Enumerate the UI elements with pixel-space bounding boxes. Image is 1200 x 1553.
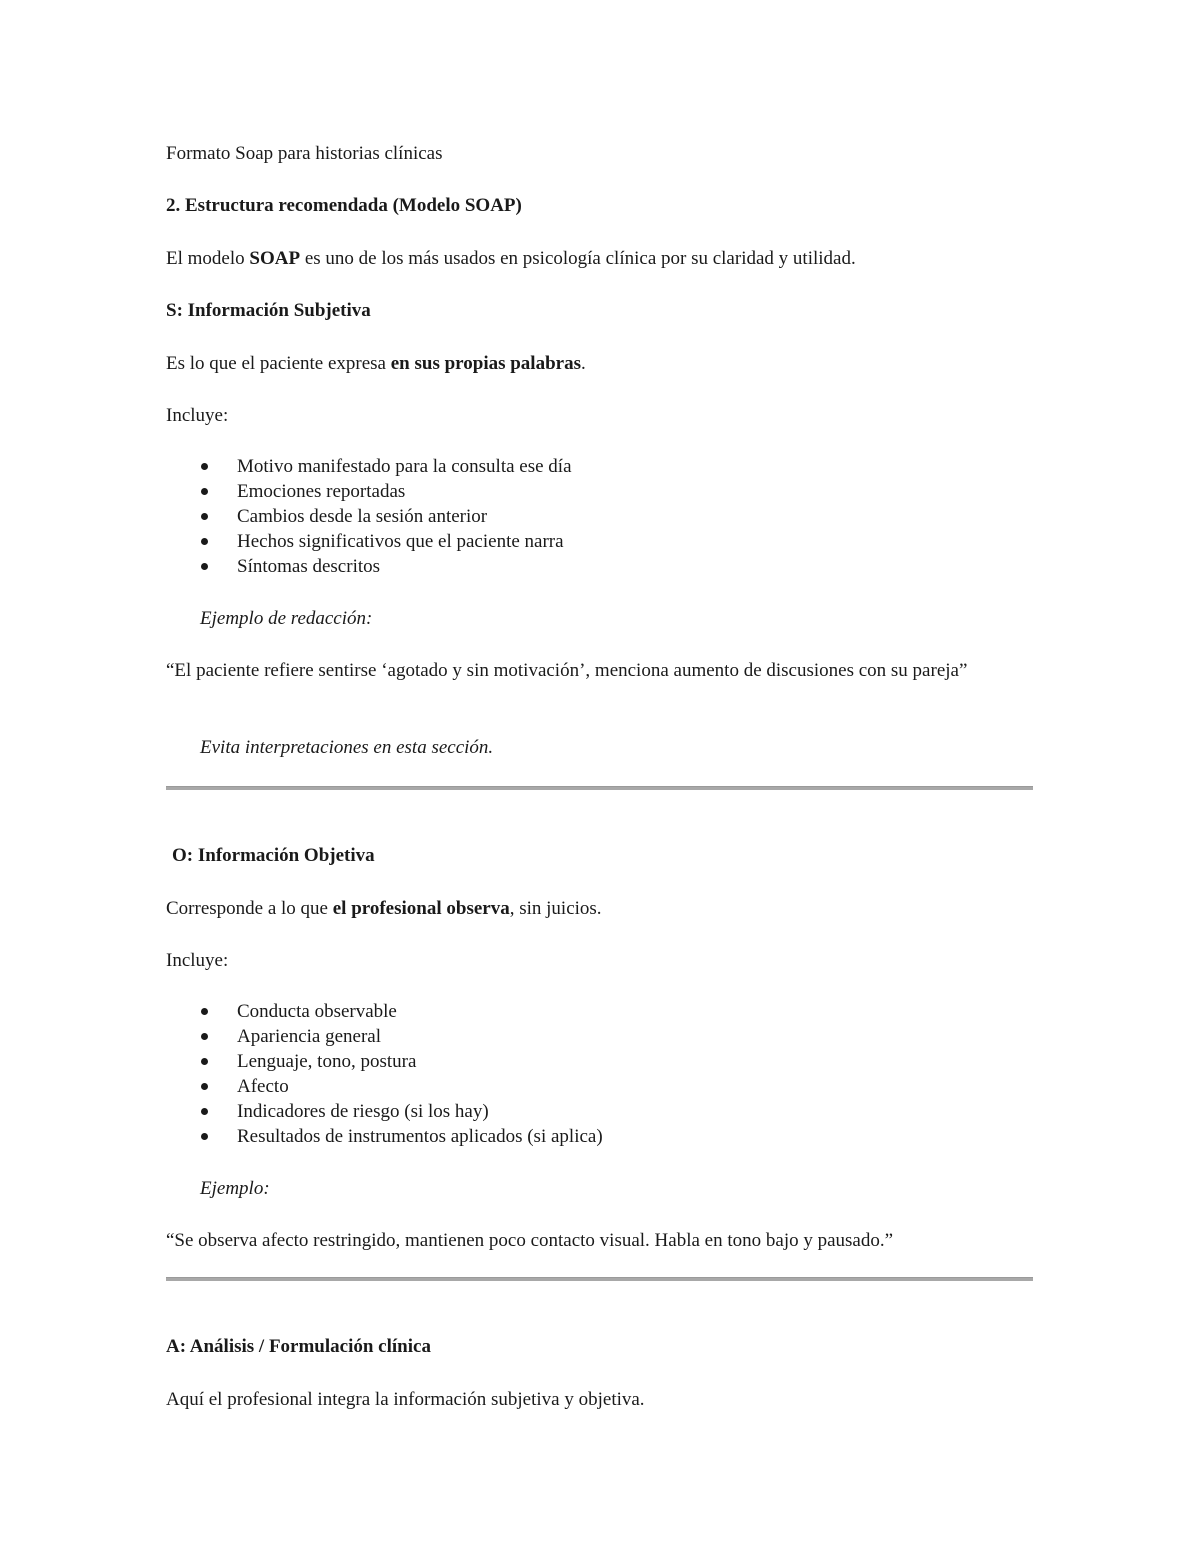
list-item <box>166 1124 603 1149</box>
intro-text-post: es uno de los más usados en psicología clínica por su claridad y utilidad. <box>300 248 856 269</box>
bullet-icon <box>201 488 208 495</box>
list-item-text: Apariencia general <box>237 1026 381 1047</box>
list-item <box>166 1074 603 1099</box>
bullet-icon <box>201 1133 208 1140</box>
list-item-text: Emociones reportadas <box>237 481 406 502</box>
list-item <box>166 479 572 504</box>
s-heading: S: Información Subjetiva <box>166 300 371 321</box>
bullet-icon <box>201 1083 208 1090</box>
section-divider <box>166 1277 1033 1281</box>
list-item <box>166 1024 603 1049</box>
list-item-text: Síntomas descritos <box>237 556 381 577</box>
intro-text-bold: SOAP <box>249 248 301 269</box>
o-description-bold: el profesional observa <box>332 898 510 919</box>
list-item-text: Cambios desde la sesión anterior <box>237 506 488 527</box>
o-example-label: Ejemplo: <box>200 1178 270 1199</box>
o-description-pre: Corresponde a lo que <box>166 898 333 919</box>
s-description-bold: en sus propias palabras <box>390 353 581 374</box>
list-item <box>166 1099 603 1124</box>
intro-text-pre: El modelo <box>166 248 250 269</box>
s-includes-label: Incluye: <box>166 405 229 426</box>
section-divider <box>166 786 1033 790</box>
s-description-pre: Es lo que el paciente expresa <box>166 353 391 374</box>
list-item-text: Lenguaje, tono, postura <box>237 1051 417 1072</box>
s-description-post: . <box>580 353 586 374</box>
bullet-icon <box>201 563 208 570</box>
bullet-icon <box>201 1108 208 1115</box>
list-item <box>166 1049 603 1074</box>
bullet-icon <box>201 1058 208 1065</box>
o-includes-label: Incluye: <box>166 950 229 971</box>
list-item-text: Indicadores de riesgo (si los hay) <box>237 1101 489 1122</box>
section-heading: 2. Estructura recomendada (Modelo SOAP) <box>166 195 522 216</box>
a-heading: A: Análisis / Formulación clínica <box>166 1336 431 1357</box>
list-item <box>166 454 572 479</box>
bullet-icon <box>201 1008 208 1015</box>
intro-paragraph <box>166 246 856 271</box>
bullet-icon <box>201 1033 208 1040</box>
o-heading: O: Información Objetiva <box>172 845 375 866</box>
o-description <box>166 896 602 921</box>
list-item <box>166 504 572 529</box>
list-item <box>166 529 572 554</box>
list-item <box>166 554 572 579</box>
document-title: Formato Soap para historias clínicas <box>166 143 443 164</box>
o-example-text: “Se observa afecto restringido, mantienen poco contacto visual. Habla en tono bajo y pausado.” <box>166 1230 894 1251</box>
list-item-text: Hechos significativos que el paciente narra <box>237 531 564 552</box>
list-item-text: Afecto <box>237 1076 289 1097</box>
bullet-icon <box>201 463 208 470</box>
s-note: Evita interpretaciones en esta sección. <box>200 737 494 758</box>
a-description: Aquí el profesional integra la información subjetiva y objetiva. <box>166 1389 645 1410</box>
o-includes-list <box>166 999 603 1149</box>
list-item-text: Motivo manifestado para la consulta ese día <box>237 456 572 477</box>
bullet-icon <box>201 513 208 520</box>
s-description <box>166 351 586 376</box>
list-item-text: Resultados de instrumentos aplicados (si aplica) <box>237 1126 603 1147</box>
o-description-post: , sin juicios. <box>509 898 602 919</box>
list-item <box>166 999 603 1024</box>
s-includes-list <box>166 454 572 579</box>
s-example-text: “El paciente refiere sentirse ‘agotado y sin motivación’, menciona aumento de discusiones con su pareja” <box>166 660 968 681</box>
s-example-label: Ejemplo de redacción: <box>200 608 373 629</box>
list-item-text: Conducta observable <box>237 1001 397 1022</box>
bullet-icon <box>201 538 208 545</box>
